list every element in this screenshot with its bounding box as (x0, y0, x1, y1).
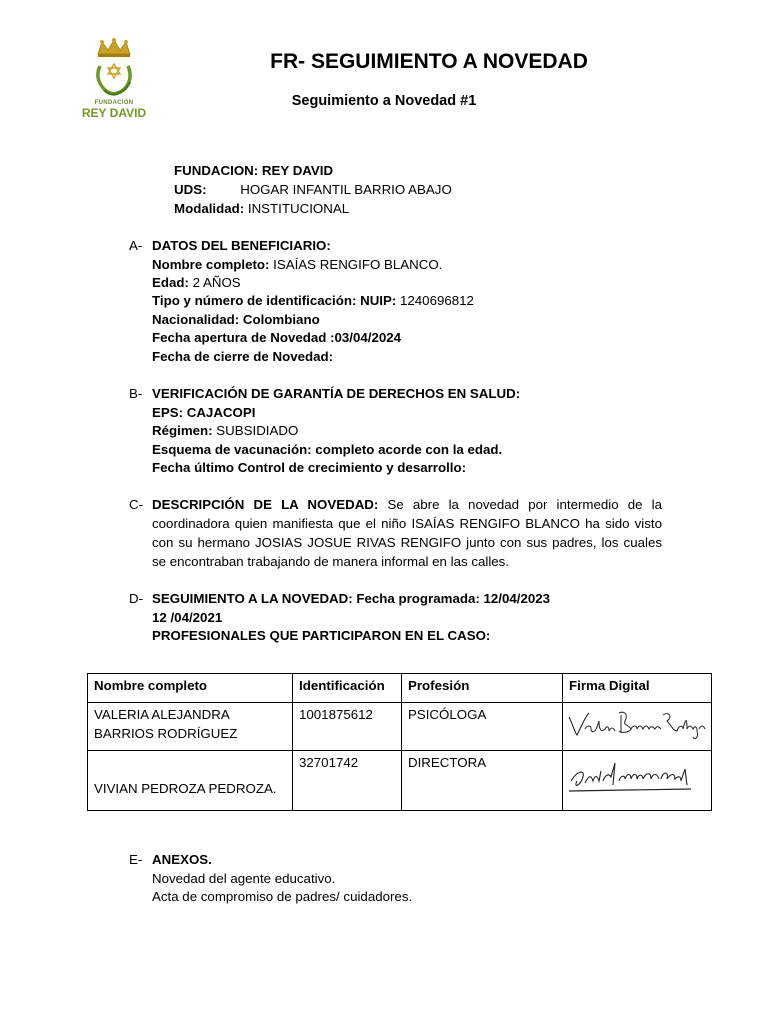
uds-line (174, 181, 452, 199)
table-header-row (88, 674, 712, 703)
modalidad-line (174, 200, 349, 218)
anexo-item: Acta de compromiso de padres/ cuidadores. (152, 889, 413, 904)
regimen-value: SUBSIDIADO (212, 423, 299, 438)
signature-vivian-image (563, 751, 711, 809)
section-b-marker: B- (129, 386, 143, 401)
row-firma (563, 703, 712, 751)
uds-label: UDS: (174, 182, 207, 197)
row-nombre: VALERIA ALEJANDRA BARRIOS RODRÍGUEZ (88, 703, 293, 751)
section-e-marker: E- (129, 852, 143, 867)
table-row (88, 703, 712, 751)
row-identificacion: 32701742 (293, 751, 402, 811)
regimen-label: Régimen: (152, 423, 213, 438)
identificacion-label: Tipo y número de identificación: NUIP: (152, 293, 397, 308)
modalidad-value: INSTITUCIONAL (244, 201, 350, 216)
section-c-heading: DESCRIPCIÓN DE LA NOVEDAD: (152, 497, 379, 512)
row-firma (563, 751, 712, 811)
header-identificacion: Identificación (293, 674, 402, 703)
row-profesion: PSICÓLOGA (402, 703, 563, 751)
section-b-heading: VERIFICACIÓN DE GARANTÍA DE DERECHOS EN SALUD: (152, 386, 521, 401)
identificacion-value: 1240696812 (396, 293, 474, 308)
section-a-marker: A- (129, 238, 143, 253)
row-nombre (88, 751, 293, 811)
section-c-marker: C- (129, 497, 144, 512)
section-c-paragraph (152, 495, 662, 571)
nacionalidad-line: Nacionalidad: Colombiano (152, 312, 320, 327)
seguimiento-date-line: 12 /04/2021 (152, 610, 223, 625)
logo-top-text: FUNDACIÓN (94, 100, 134, 106)
anexo-item: Novedad del agente educativo. (152, 871, 336, 886)
eps-line: EPS: CAJACOPI (152, 405, 256, 420)
header-profesion: Profesión (402, 674, 563, 703)
profesionales-heading: PROFESIONALES QUE PARTICIPARON EN EL CASO: (152, 628, 491, 643)
fecha-cierre-line: Fecha de cierre de Novedad: (152, 349, 334, 364)
row-nombre-text: VIVIAN PEDROZA PEDROZA. (94, 781, 277, 796)
fecha-apertura-line: Fecha apertura de Novedad :03/04/2024 (152, 330, 402, 345)
profesionales-table (87, 673, 712, 811)
modalidad-label: Modalidad: (174, 201, 245, 216)
document-title: FR- SEGUIMIENTO A NOVEDAD (270, 50, 588, 73)
regimen-line (152, 422, 298, 440)
seguimiento-line: SEGUIMIENTO A LA NOVEDAD: Fecha programada: 12/04/2023 (152, 591, 551, 606)
edad-value: 2 AÑOS (188, 275, 241, 290)
section-d-marker: D- (129, 591, 144, 606)
edad-label: Edad: (152, 275, 189, 290)
table-row (88, 751, 712, 811)
logo-bottom-text: REY DAVID (81, 106, 147, 120)
control-line: Fecha último Control de crecimiento y desarrollo: (152, 460, 467, 475)
document-subtitle: Seguimiento a Novedad #1 (291, 93, 477, 109)
signature-valeria-image (563, 703, 711, 749)
identificacion-line (152, 292, 474, 310)
nombre-line (152, 256, 442, 274)
section-e-heading: ANEXOS. (152, 852, 212, 867)
uds-value: HOGAR INFANTIL BARRIO ABAJO (240, 182, 452, 197)
esquema-line: Esquema de vacunación: completo acorde con la edad. (152, 442, 503, 457)
fundacion-line: FUNDACION: REY DAVID (174, 163, 334, 178)
edad-line (152, 274, 241, 292)
section-c-text: Se abre la novedad por intermedio de la coordinadora quien manifiesta que el niño ISAÍAS RENGIFO BLANCO ha sido visto con su hermano JOSIAS JOSUE RIVAS RENGIFO junto con sus padres, los cuales se encontraban trabajando de manera informal en las calles. (152, 497, 662, 569)
section-a-heading: DATOS DEL BENEFICIARIO: (152, 238, 331, 253)
nombre-label: Nombre completo: (152, 257, 270, 272)
header-nombre: Nombre completo (88, 674, 293, 703)
nombre-value: ISAÍAS RENGIFO BLANCO. (269, 257, 443, 272)
row-profesion: DIRECTORA (402, 751, 563, 811)
header-firma: Firma Digital (563, 674, 712, 703)
row-identificacion: 1001875612 (293, 703, 402, 751)
